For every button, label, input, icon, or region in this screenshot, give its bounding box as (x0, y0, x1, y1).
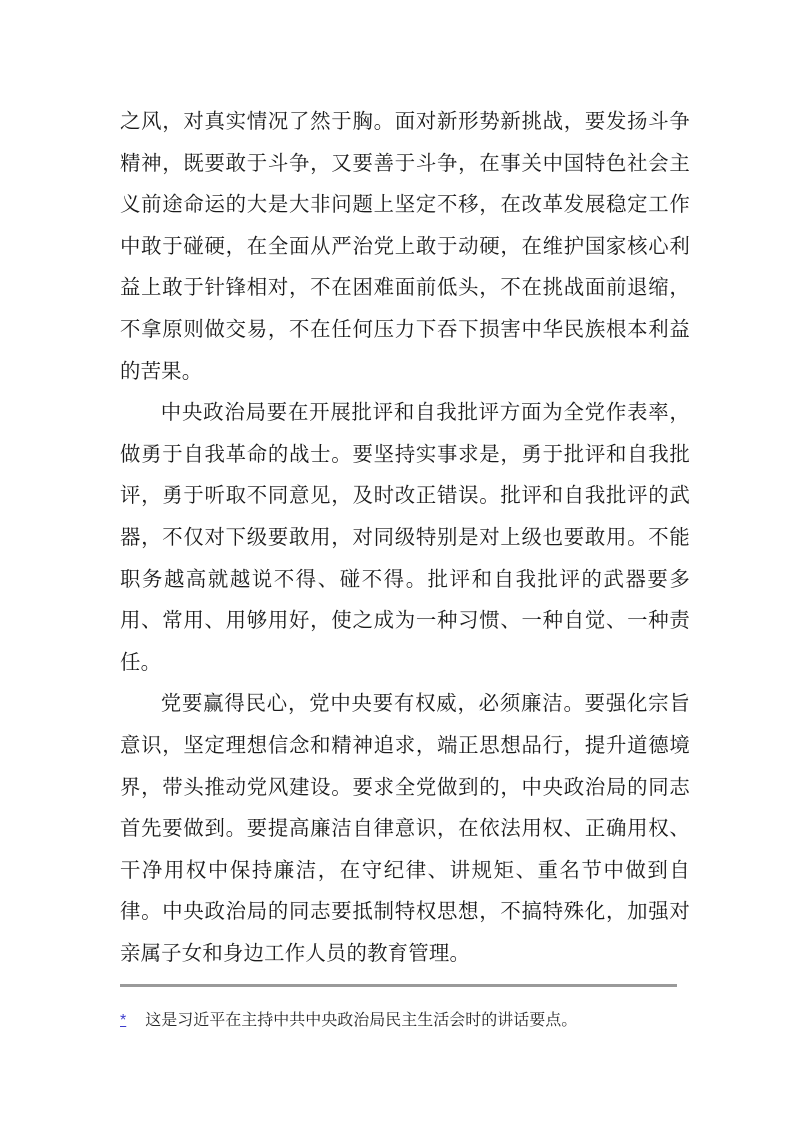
footnote-text: 这是习近平在主持中共中央政治局民主生活会时的讲话要点。 (145, 1012, 578, 1030)
body-paragraph: 中央政治局要在开展批评和自我批评方面为全党作表率，做勇于自我革命的战士。要坚持实事求是，勇于批评和自我批评，勇于听取不同意见，及时改正错误。批评和自我批评的武器，不仅对下级要敢用，对同级特别是对上级也要敢用。不能职务越高就越说不得、碰不得。批评和自我批评的武器要多用、常用、用够用好，使之成为一种习惯、一种自觉、一种责任。 (120, 402, 690, 674)
page-content (120, 102, 690, 1032)
footnote (120, 1010, 690, 1032)
body-paragraph: 党要赢得民心，党中央要有权威，必须廉洁。要强化宗旨意识，坚定理想信念和精神追求，端正思想品行，提升道德境界，带头推动党风建设。要求全党做到的，中央政治局的同志首先要做到。要提高廉洁自律意识，在依法用权、正确用权、干净用权中保持廉洁，在守纪律、讲规矩、重名节中做到自律。中央政治局的同志要抵制特权思想，不搞特殊化，加强对亲属子女和身边工作人员的教育管理。 (120, 693, 690, 965)
footnote-marker-link[interactable]: * (120, 1012, 127, 1030)
footnote-divider (120, 984, 677, 987)
body-paragraph-continuation: 之风，对真实情况了然于胸。面对新形势新挑战，要发扬斗争精神，既要敢于斗争，又要善于斗争，在事关中国特色社会主义前途命运的大是大非问题上坚定不移，在改革发展稳定工作中敢于碰硬，在全面从严治党上敢于动硬，在维护国家核心利益上敢于针锋相对，不在困难面前低头，不在挑战面前退缩，不拿原则做交易，不在任何压力下吞下损害中华民族根本利益的苦果。 (120, 111, 690, 383)
